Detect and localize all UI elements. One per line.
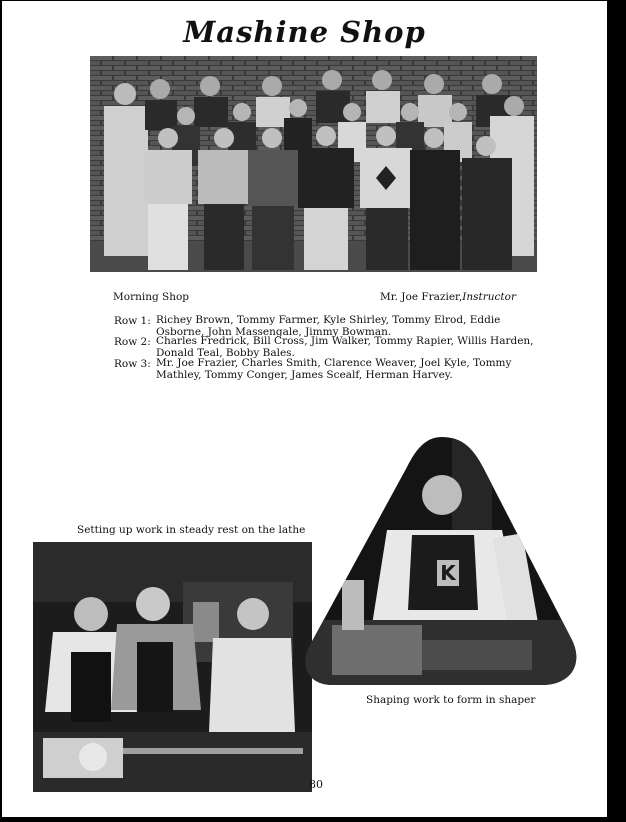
page-title: Mashine Shop <box>183 15 426 49</box>
row-3-label: Row 3: <box>114 358 151 370</box>
instructor-role: Instructor <box>462 291 516 303</box>
lathe-photo <box>33 542 312 792</box>
sweater-letter: K <box>437 560 459 586</box>
lathe-caption: Setting up work in steady rest on the lathe <box>77 524 306 536</box>
yearbook-page <box>2 1 607 817</box>
row-2-names: Charles Fredrick, Bill Cross, Jim Walker, Tommy Rapier, Willis Harden, Donald Teal, Bobby Bales. <box>156 335 534 359</box>
instructor-name: Mr. Joe Frazier, <box>380 291 463 303</box>
row-2-label: Row 2: <box>114 336 151 348</box>
instructor-caption <box>380 291 516 303</box>
shaper-photo <box>302 435 580 687</box>
shaper-caption: Shaping work to form in shaper <box>366 694 536 706</box>
group-left-caption: Morning Shop <box>113 291 190 303</box>
row-1-names: Richey Brown, Tommy Farmer, Kyle Shirley, Tommy Elrod, Eddie Osborne, John Massengale, Jimmy Bowman. <box>156 314 501 338</box>
page-number: 80 <box>309 778 323 791</box>
row-1-label: Row 1: <box>114 315 151 327</box>
row-3-names: Mr. Joe Frazier, Charles Smith, Clarence Weaver, Joel Kyle, Tommy Mathley, Tommy Conger, James Scealf, Herman Harvey. <box>156 357 512 381</box>
group-photo <box>90 56 537 272</box>
